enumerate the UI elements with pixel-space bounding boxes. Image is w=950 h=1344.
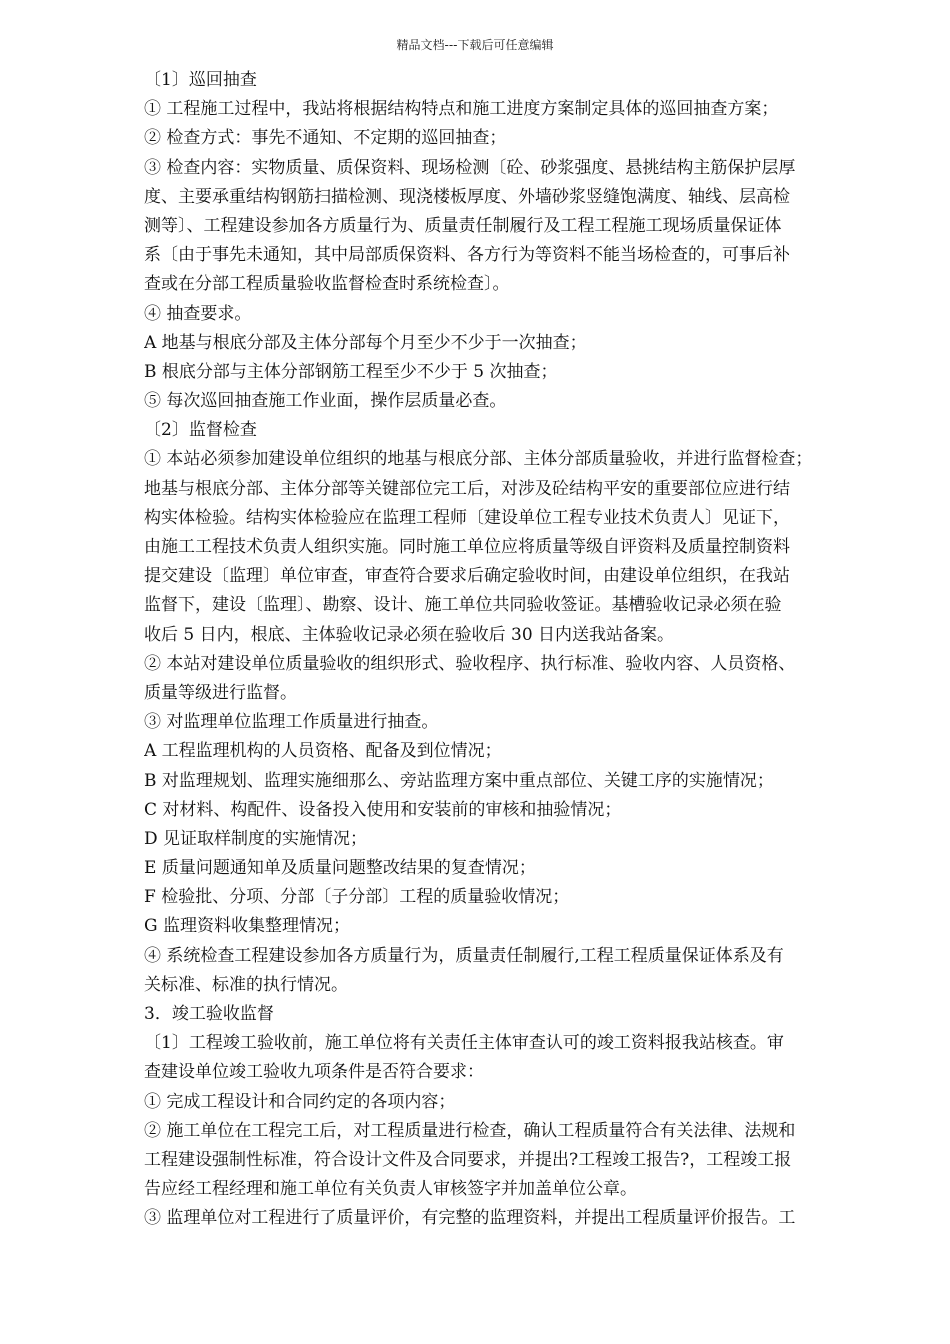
text-line: ③ 检查内容：实物质量、质保资料、现场检测〔砼、砂浆强度、悬挑结构主筋保护层厚 [144, 157, 796, 178]
text-line: ② 检查方式：事先不通知、不定期的巡回抽查； [144, 128, 507, 149]
text-line: B 对监理规划、监理实施细那么、旁站监理方案中重点部位、关键工序的实施情况； [144, 770, 774, 791]
page-header: 精品文档---下载后可任意编辑 [396, 38, 554, 52]
text-line: F 检验批、分项、分部〔子分部〕工程的质量验收情况； [144, 887, 570, 908]
text-line: ① 工程施工过程中，我站将根据结构特点和施工进度方案制定具体的巡回抽查方案； [144, 99, 779, 120]
text-line: ③ 对监理单位监理工作质量进行抽查。 [144, 712, 439, 733]
text-line: 查建设单位竣工验收九项条件是否符合要求： [144, 1062, 484, 1083]
text-line: 监督下，建设〔监理〕、勘察、设计、施工单位共同验收签证。基槽验收记录必须在验 [144, 595, 782, 616]
text-line: G 监理资料收集整理情况； [144, 916, 350, 937]
text-line: ① 完成工程设计和合同约定的各项内容； [144, 1091, 456, 1112]
text-line: ② 本站对建设单位质量验收的组织形式、验收程序、执行标准、验收内容、人员资格、 [144, 653, 796, 674]
text-line: 告应经工程经理和施工单位有关负责人审核签字并加盖单位公章。 [144, 1179, 637, 1200]
text-line: 工程建设强制性标准，符合设计文件及合同要求，并提出?工程竣工报告?，工程竣工报 [144, 1149, 792, 1170]
text-line: A 地基与根底分部及主体分部每个月至少不少于一次抽查； [144, 332, 587, 353]
text-line: 构实体检验。结构实体检验应在监理工程师〔建设单位工程专业技术负责人〕见证下， [144, 507, 790, 528]
text-line: 度、主要承重结构钢筋扫描检测、现浇楼板厚度、外墙砂浆竖缝饱满度、轴线、层高检 [144, 186, 790, 207]
text-line: 提交建设〔监理〕单位审查，审查符合要求后确定验收时间，由建设单位组织，在我站 [144, 566, 790, 587]
text-line: C 对材料、构配件、设备投入使用和安装前的审核和抽验情况； [144, 799, 622, 820]
text-line: D 见证取样制度的实施情况； [144, 828, 368, 849]
text-line: 由施工工程技术负责人组织实施。同时施工单位应将质量等级自评资料及质量控制资料 [144, 537, 790, 557]
text-line: 地基与根底分部、主体分部等关键部位完工后，对涉及砼结构平安的重要部位应进行结 [144, 478, 790, 499]
text-line: ④ 抽查要求。 [144, 303, 252, 324]
text-line: 系〔由于事先未通知，其中局部质保资料、各方行为等资料不能当场检查的，可事后补 [144, 245, 790, 266]
text-line: 〔1〕工程竣工验收前，施工单位将有关责任主体审查认可的竣工资料报我站核查。审 [144, 1033, 784, 1054]
text-line: 质量等级进行监督。 [144, 682, 297, 703]
text-line: ② 施工单位在工程完工后，对工程质量进行检查，确认工程质量符合有关法律、法规和 [144, 1120, 796, 1141]
text-line: ⑤ 每次巡回抽查施工作业面，操作层质量必查。 [144, 391, 507, 412]
text-line: 3．竣工验收监督 [144, 1004, 274, 1024]
text-line: 〔1〕巡回抽查 [144, 70, 257, 90]
text-line: B 根底分部与主体分部钢筋工程至少不少于 5 次抽查； [144, 361, 558, 382]
text-line: ① 本站必须参加建设单位组织的地基与根底分部、主体分部质量验收，并进行监督检查； [144, 449, 813, 470]
text-line: 〔2〕监督检查 [144, 420, 257, 441]
text-line: 收后 5 日内，根底、主体验收记录必须在验收后 30 日内送我站备案。 [144, 624, 675, 645]
text-line: 查或在分部工程质量验收监督检查时系统检查〕。 [144, 274, 510, 295]
text-line: E 质量问题通知单及质量问题整改结果的复查情况； [144, 858, 536, 879]
text-line: A 工程监理机构的人员资格、配备及到位情况； [144, 741, 502, 762]
text-line: 测等〕、工程建设参加各方质量行为、质量责任制履行及工程工程施工现场质量保证体 [144, 215, 782, 236]
text-line: ③ 监理单位对工程进行了质量评价，有完整的监理资料，并提出工程质量评价报告。工 [144, 1208, 796, 1229]
text-line: 关标准、标准的执行情况。 [144, 974, 348, 995]
text-line: ④ 系统检查工程建设参加各方质量行为，质量责任制履行,工程工程质量保证体系及有 [144, 945, 784, 966]
document-body [144, 66, 884, 1234]
